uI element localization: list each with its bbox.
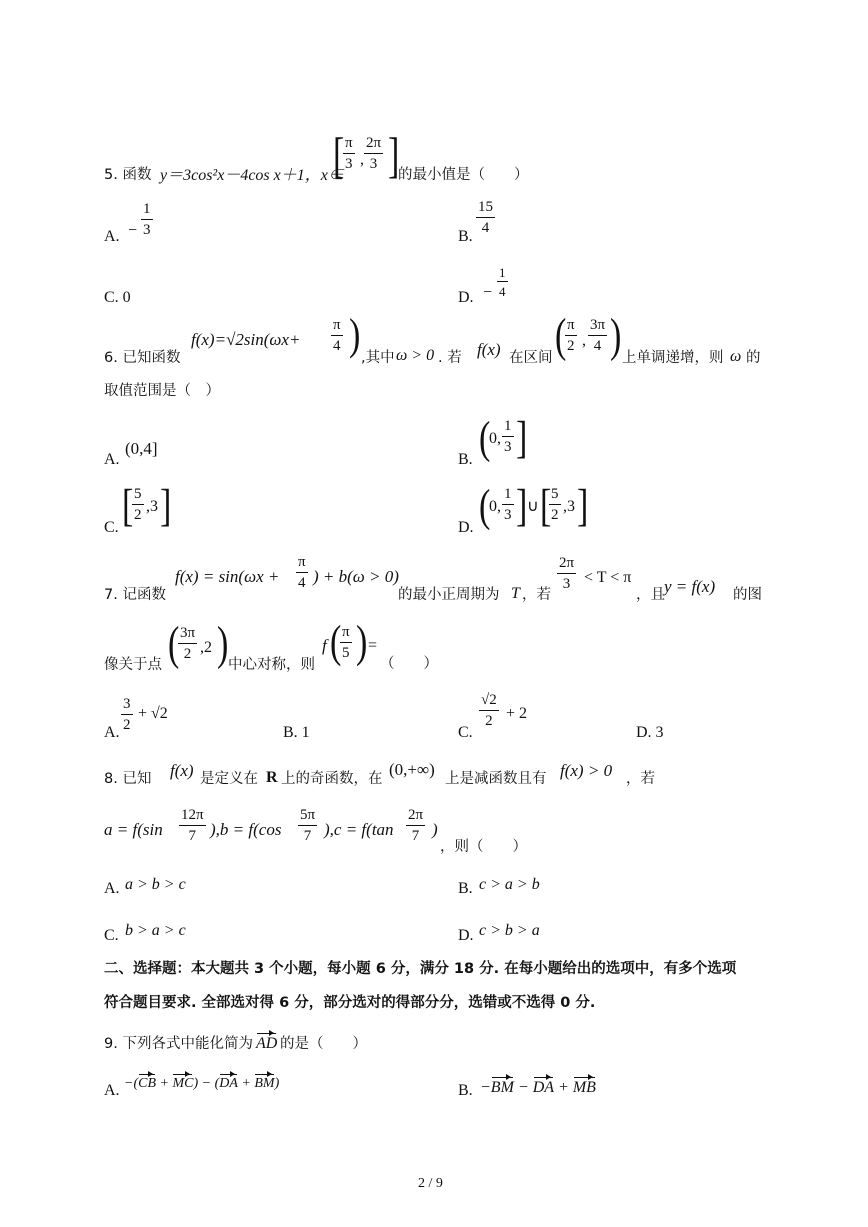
q6-int-paren-right: )	[610, 310, 622, 362]
q7-option-d: D. 3	[636, 724, 664, 741]
q9-option-b-expr: −BM − DA + MB	[480, 1079, 596, 1096]
q5-ask: 的最小值是（ ）	[398, 167, 529, 183]
q5-interval-left: π 3	[345, 135, 353, 172]
q6-option-d-bracket3: ]	[577, 481, 589, 532]
q6-option-d-bracket1: ]	[516, 481, 528, 532]
q5-comma: ,	[360, 151, 364, 168]
q6-int-comma: ,	[582, 332, 586, 349]
q7-stem: 7. 记函数	[104, 587, 166, 603]
q5-option-b-frac: 15 4	[478, 199, 493, 236]
section2-heading-line2: 符合题目要求. 全部选对得 6 分，部分选对的得部分分，选错或不选得 0 分.	[104, 995, 596, 1011]
q6-option-c-label: C.	[104, 519, 119, 536]
q7-pt-tail: ,2	[200, 639, 212, 656]
q6-option-d-frac1: 1 3	[504, 486, 512, 523]
q7-tu: 的图	[733, 587, 762, 603]
q8-option-b-value: c > a > b	[479, 876, 540, 893]
q7-T: T	[511, 585, 520, 602]
q8-a-frac: 12π 7	[181, 807, 204, 844]
q6-pi-frac: π 4	[333, 317, 341, 354]
q7-period: 的最小正周期为	[398, 587, 500, 603]
q7-sym: 中心对称，则	[228, 657, 315, 673]
q5-bracket-left: [	[333, 130, 345, 184]
q6-option-d-bracket2: [	[540, 481, 552, 532]
q8-def: 是定义在	[200, 771, 258, 787]
q8-c-frac: 2π 7	[408, 807, 424, 844]
q5-option-a-frac: 1 3	[143, 201, 151, 238]
q5-option-b-label: B.	[458, 228, 473, 245]
q6-int-right: 3π 4	[590, 317, 606, 354]
q9-option-a-expr: −(CB + MC) − (DA + BM)	[124, 1076, 280, 1091]
q9-ad	[256, 1036, 277, 1052]
q7-yfx: y = f(x)	[664, 577, 716, 596]
vector-ad: AD	[256, 1035, 278, 1052]
q8-fx: f(x)	[170, 761, 194, 780]
q7-cond-frac: 2π 3	[559, 555, 575, 592]
q6-option-d-label: D.	[458, 519, 474, 536]
q8-option-b-label: B.	[458, 880, 473, 897]
q5-bracket-right: ]	[388, 130, 400, 184]
q8-option-c-value: b > a > c	[125, 922, 186, 939]
q7-if: ，若	[522, 587, 551, 603]
q7-option-c-tail: + 2	[506, 705, 528, 722]
q7-tail: ) + b(ω > 0)	[313, 567, 399, 586]
q7-option-a-label: A.	[104, 724, 120, 741]
q8-dec: 上是减函数且有	[445, 771, 547, 787]
q6-mono: 上单调递增，则	[622, 350, 724, 366]
q9-stem: 9. 下列各式中能化简为	[104, 1036, 253, 1052]
q8-option-d-value: c > b > a	[479, 922, 540, 939]
section2-heading-line1: 二、选择题：本大题共 3 个小题，每小题 6 分，满分 18 分. 在每小题给出的选项中，有多个选项	[104, 961, 737, 977]
q5-option-c: C. 0	[104, 289, 131, 306]
q6-de: 的	[746, 350, 761, 366]
q8-option-a-label: A.	[104, 880, 120, 897]
q7-line2: 像关于点	[104, 657, 162, 673]
q6-line2: 取值范围是（ ）	[104, 383, 220, 399]
q8-c-close: )	[432, 820, 438, 839]
q5-stem: 5. 函数	[104, 167, 152, 183]
q6-option-d-tail: ,3	[563, 498, 575, 515]
q5-option-d-frac: 1 4	[499, 265, 506, 299]
q8-if: ，若	[626, 771, 655, 787]
q6-omega-cond: ω > 0	[396, 347, 435, 364]
q5-option-a-sign: −	[128, 222, 138, 239]
q7-option-b: B. 1	[283, 724, 310, 741]
q7-pt-paren-right: )	[217, 618, 229, 670]
q6-where: ,其中	[361, 350, 395, 366]
q6-stem: 6. 已知函数	[104, 350, 181, 366]
q5-interval-right: 2π 3	[366, 135, 382, 172]
q6-int-left: π 2	[567, 317, 575, 354]
q6-option-b-label: B.	[458, 451, 473, 468]
q8-option-d-label: D.	[458, 927, 474, 944]
q6-option-c-frac: 5 2	[134, 486, 142, 523]
q6-close-paren: )	[349, 311, 361, 360]
q6-option-a-value: (0,4]	[125, 439, 158, 458]
q7-pi-frac: π 4	[298, 554, 306, 591]
q5-option-d-sign: −	[483, 284, 493, 301]
q7-option-c-frac: √2 2	[481, 692, 497, 729]
q6-option-d-zero: 0,	[489, 498, 501, 515]
q7-f-paren-left: (	[330, 617, 342, 668]
q7-cond-tail: < T < π	[584, 569, 632, 586]
q6-option-b-bracket: ]	[516, 413, 528, 464]
q7-paren: （ ）	[380, 656, 438, 672]
q8-c-def: ),c = f(tan	[324, 820, 394, 839]
q5-option-a-label: A.	[104, 228, 120, 245]
q8-b-frac: 5π 7	[300, 807, 316, 844]
q6-option-b-frac: 1 3	[504, 418, 512, 455]
q8-option-c-label: C.	[104, 927, 119, 944]
q5-option-d-label: D.	[458, 289, 474, 306]
q6-int-paren-left: (	[555, 310, 567, 362]
q7-f-frac: π 5	[342, 624, 350, 661]
q7-option-a-tail: + √2	[138, 705, 168, 722]
q8-option-a-value: a > b > c	[125, 876, 186, 893]
q8-R: R	[266, 769, 278, 786]
q6-option-d-frac2: 5 2	[551, 486, 559, 523]
q8-stem: 8. 已知	[104, 771, 152, 787]
q7-pt-frac: 3π 2	[180, 625, 196, 662]
q7-option-c-label: C.	[458, 724, 473, 741]
q6-fx: f(x)=√2sin(ωx+	[191, 330, 301, 349]
q7-f-paren-right: )	[356, 617, 368, 668]
q8-a-def: a = f(sin	[104, 820, 163, 839]
q6-option-b-paren: (	[479, 413, 491, 464]
q6-option-c-bracket-left: [	[122, 481, 134, 532]
q7-eq: =	[368, 637, 378, 654]
q6-option-c-bracket-right: ]	[160, 481, 172, 532]
q7-f: f	[322, 636, 327, 655]
q6-option-b-zero: 0,	[489, 430, 501, 447]
q6-option-d-paren: (	[479, 481, 491, 532]
q7-fx: f(x) = sin(ωx +	[175, 567, 280, 586]
q7-pt-paren-left: (	[168, 618, 180, 670]
q9-tail: 的是（ ）	[280, 1036, 367, 1052]
q9-option-b-label: B.	[458, 1082, 473, 1099]
page-number: 2 / 9	[418, 1176, 443, 1191]
q8-b-def: ),b = f(cos	[210, 820, 282, 839]
q8-cond: f(x) > 0	[560, 761, 613, 780]
q6-omega: ω	[730, 348, 742, 365]
q8-odd: 上的奇函数，在	[281, 771, 383, 787]
q6-option-a-label: A.	[104, 451, 120, 468]
q6-in: 在区间	[509, 350, 553, 366]
q6-if: . 若	[438, 350, 462, 366]
q7-option-a-frac: 3 2	[123, 696, 131, 733]
q6-fx2: f(x)	[477, 340, 501, 359]
q5-formula: y＝3cos²x－4cos x＋1，x∈	[160, 167, 344, 184]
q9-option-a-label: A.	[104, 1082, 120, 1099]
q8-interval: (0,+∞)	[389, 760, 435, 779]
q6-option-d-cup: ∪	[527, 498, 539, 515]
q6-option-c-tail: ,3	[146, 498, 158, 515]
q8-then: ，则（ ）	[440, 839, 527, 855]
q7-and: ，且	[636, 587, 665, 603]
